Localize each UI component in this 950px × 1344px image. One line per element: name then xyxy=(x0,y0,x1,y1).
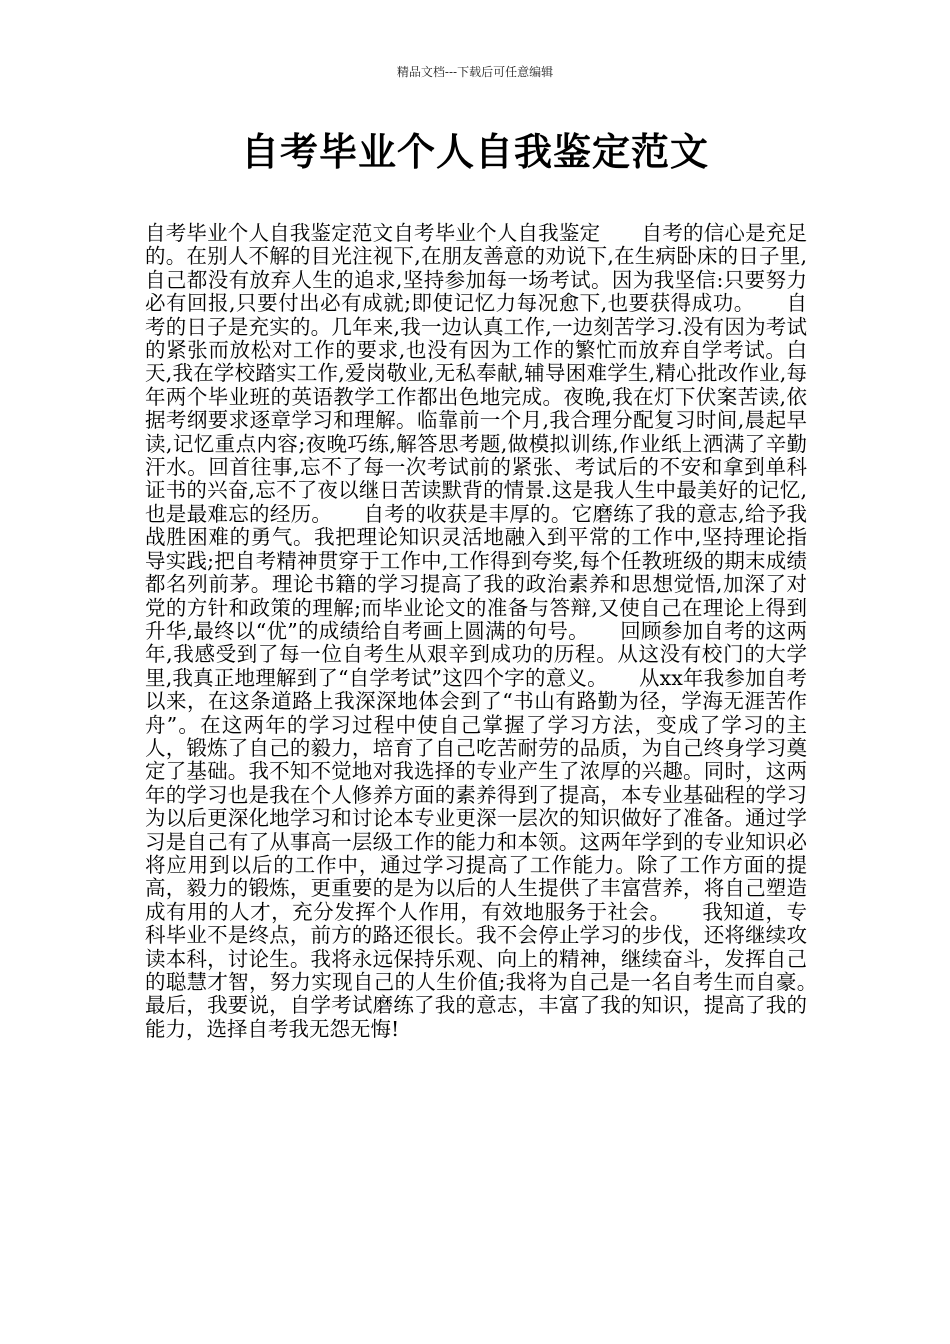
page-header: 精品文档---下载后可任意编辑 xyxy=(396,65,554,79)
document-body: 自考毕业个人自我鉴定范文自考毕业个人自我鉴定 自考的信心是充足的。在别人不解的目光注视下,在朋友善意的劝说下,在生病卧床的日子里,自己都没有放弃人生的追求,坚持参加每一场考试。因为我坚信:只要努力必有回报,只要付出必有成就;即使记忆力每况愈下,也要获得成功。 自考的日子是充实的。几年来,我一边认真工作,一边刻苦学习.没有因为考试的紧张而放松对工作的要求,也没有因为工作的繁忙而放弃自学考试。白天,我在学校踏实工作,爱岗敬业,无私奉献,辅导困难学生,精心批改作业,每年两个毕业班的英语教学工作都出色地完成。夜晚,我在灯下伏案苦读,依据考纲要求逐章学习和理解。临靠前一个月,我合理分配复习时间,晨起早读,记忆重点内容;夜晚巧练,解答思考题,做模拟训练,作业纸上洒满了辛勤汗水。回首往事,忘不了每一次考试前的紧张、考试后的不安和拿到单科证书的兴奋,忘不了夜以继日苦读默背的情景.这是我人生中最美好的记忆,也是最难忘的经历。 自考的收获是丰厚的。它磨练了我的意志,给予我战胜困难的勇气。我把理论知识灵活地融入到平常的工作中,坚持理论指导实践;把自考精神贯穿于工作中,工作得到夸奖,每个任教班级的期末成绩都名列前茅。理论书籍的学习提高了我的政治素养和思想觉悟,加深了对党的方针和政策的理解;而毕业论文的准备与答辩,又使自己在理论上得到升华,最终以“优”的成绩给自考画上圆满的句号。 回顾参加自考的这两年,我感受到了每一位自考生从艰辛到成功的历程。从这没有校门的大学里,我真正地理解到了“自学考试”这四个字的意义。 从xx年我参加自考以来，在这条道路上我深深地体会到了“书山有路勤为径，学海无涯苦作舟”。在这两年的学习过程中使自己掌握了学习方法，变成了学习的主人，锻炼了自己的毅力，培育了自己吃苦耐劳的品质，为自己终身学习奠定了基础。我不知不觉地对我选择的专业产生了浓厚的兴趣。同时，这两年的学习也是我在个人修养方面的素养得到了提高，本专业基础程的学习为以后更深化地学习和讨论本专业更深一层次的知识做好了准备。通过学习是自己有了从事高一层级工作的能力和本领。这两年学到的专业知识必将应用到以后的工作中，通过学习提高了工作能力。除了工作方面的提高，毅力的锻炼，更重要的是为以后的人生提供了丰富营养，将自己塑造成有用的人才，充分发挥个人作用，有效地服务于社会。 我知道，专科毕业不是终点，前方的路还很长。我不会停止学习的步伐，还将继续攻读本科，讨论生。我将永远保持乐观、向上的精神，继续奋斗，发挥自己的聪慧才智，努力实现自己的人生价值;我将为自己是一名自考生而自豪。 最后，我要说，自学考试磨练了我的意志，丰富了我的知识，提高了我的能力，选择自考我无怨无悔! xyxy=(145,221,848,1041)
document-title: 自考毕业个人自我鉴定范文 xyxy=(240,130,709,174)
